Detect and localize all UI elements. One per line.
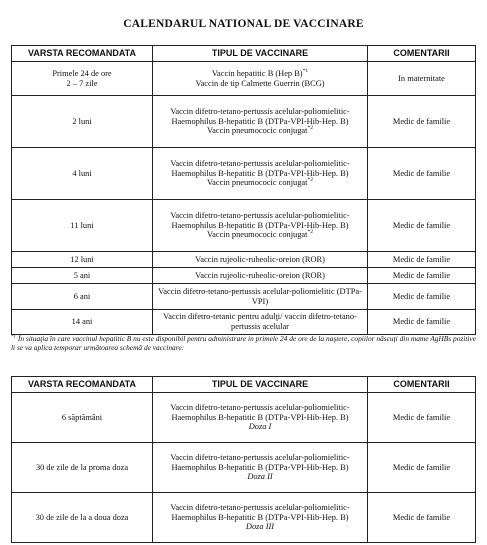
table-header-row — [12, 377, 476, 393]
table-row — [12, 148, 476, 200]
footnote-ref: *1 — [302, 68, 309, 75]
row-age: 6 săptămâni — [12, 393, 153, 443]
vaccine-line: Vaccin difetro-tetano-pertussis acelular-poliomielitic-Haemophilus B-hepatitic B (DTPa-VPI-Hib-Hep. B) — [170, 107, 350, 126]
table-header-row — [12, 46, 476, 62]
row-vaccine — [153, 96, 368, 148]
row-vaccine — [153, 393, 368, 443]
footnote-marker: *1 — [11, 334, 16, 340]
row-age: 5 ani — [12, 268, 153, 284]
vaccination-schedule-table — [11, 45, 476, 335]
row-vaccine: Vaccin rujeolic-rubeolic-oreion (ROR) — [153, 252, 368, 268]
vaccine-line: Vaccin pneumococic conjugat$^{*2}$ — [207, 229, 313, 240]
row-age: 30 de zile de la proma doza — [12, 443, 153, 493]
row-vaccine — [153, 62, 368, 96]
row-comment: Medic de familie — [368, 443, 476, 493]
row-age: 14 ani — [12, 310, 153, 335]
table-row — [12, 62, 476, 96]
table-row — [12, 200, 476, 252]
age-line: 2 – 7 zile — [66, 78, 98, 88]
footnote-ref: *2 — [307, 229, 313, 236]
header-vaccine-type: TIPUL DE VACCINARE — [153, 46, 368, 62]
vaccine-line: Vaccin difetro-tetano-pertussis acelular-poliomielitic-Haemophilus B-hepatitic B (DTPa-VPI-Hib-Hep. B) — [170, 453, 350, 472]
footnote — [11, 335, 481, 353]
vaccine-line: Vaccin difetro-tetano-pertussis acelular-poliomielitic-Haemophilus B-hepatitic B (DTPa-VPI-Hib-Hep. B) — [170, 211, 350, 230]
row-age: 12 luni — [12, 252, 153, 268]
row-vaccine — [153, 493, 368, 543]
vaccine-line: Vaccin difetro-tetano-pertussis acelular-poliomielitic-Haemophilus B-hepatitic B (DTPa-VPI-Hib-Hep. B) — [170, 159, 350, 178]
table-row — [12, 443, 476, 493]
alternative-schedule-table — [11, 376, 476, 543]
row-comment: Medic de familie — [368, 393, 476, 443]
footnote-ref: *2 — [307, 177, 313, 184]
row-vaccine: Vaccin difetro-tetano-pertussis acelular-poliomielitic (DTPa-VPI) — [153, 284, 368, 310]
table-row — [12, 493, 476, 543]
vaccine-line: Vaccin de tip Calmette Guerrin (BCG) — [195, 78, 325, 88]
row-age: 4 luni — [12, 148, 153, 200]
row-vaccine: Vaccin rujeolic-rubeolic-oreion (ROR) — [153, 268, 368, 284]
row-comment: In maternitate — [368, 62, 476, 96]
dose-label: Doza II — [247, 472, 273, 482]
page-title: CALENDARUL NATIONAL DE VACCINARE — [123, 18, 364, 30]
vaccine-line: Vaccin difetro-tetano-pertussis acelular-poliomielitic-Haemophilus B-hepatitic B (DTPa-VPI-Hib-Hep. B) — [170, 503, 350, 522]
row-comment: Medic de familie — [368, 200, 476, 252]
row-comment: Medic de familie — [368, 284, 476, 310]
footnote-ref: *2 — [307, 125, 313, 132]
row-age — [12, 62, 153, 96]
row-comment: Medic de familie — [368, 252, 476, 268]
vaccine-line: Vaccin pneumococic conjugat$^{*2}$ — [207, 125, 313, 136]
vaccine-line: Vaccin difetro-tetano-pertussis acelular-poliomielitic-Haemophilus B-hepatitic B (DTPa-VPI-Hib-Hep. B) — [170, 403, 350, 422]
footnote-text: În situaţia în care vaccinul hepatitic B nu este disponibil pentru administrare in primele 24 de ore de la naştere, copiilor născuţi din mame AgHBs pozitive li se va aplica temporar următoarea schemă de vaccinare: — [11, 334, 477, 352]
row-age: 11 luni — [12, 200, 153, 252]
row-vaccine — [153, 443, 368, 493]
table-row — [12, 96, 476, 148]
row-age: 30 de zile de la a doua doza — [12, 493, 153, 543]
age-line: Primele 24 de ore — [52, 68, 112, 78]
row-comment: Medic de familie — [368, 493, 476, 543]
row-comment: Medic de familie — [368, 310, 476, 335]
vaccine-line: Vaccin pneumococic conjugat$^{*2}$ — [207, 177, 313, 188]
header-vaccine-type: TIPUL DE VACCINARE — [153, 377, 368, 393]
header-age: VARSTA RECOMANDATA — [12, 46, 153, 62]
table-row — [12, 310, 476, 335]
row-comment: Medic de familie — [368, 268, 476, 284]
row-age: 6 ani — [12, 284, 153, 310]
table-row — [12, 284, 476, 310]
row-vaccine — [153, 148, 368, 200]
table-row — [12, 393, 476, 443]
row-comment: Medic de familie — [368, 148, 476, 200]
header-comments: COMENTARII — [368, 377, 476, 393]
dose-label: Doza III — [245, 522, 275, 532]
header-age: VARSTA RECOMANDATA — [12, 377, 153, 393]
row-age: 2 luni — [12, 96, 153, 148]
row-vaccine: Vaccin difetro-tetanic pentru adulţi/ vaccin difetro-tetano-pertussis acelular — [153, 310, 368, 335]
dose-label: Doza I — [248, 422, 272, 432]
vaccine-line: Vaccin hepatitic B (Hep B)$^{*1}$ — [211, 68, 309, 78]
row-comment: Medic de familie — [368, 96, 476, 148]
table-row — [12, 268, 476, 284]
header-comments: COMENTARII — [368, 46, 476, 62]
table-row — [12, 252, 476, 268]
row-vaccine — [153, 200, 368, 252]
